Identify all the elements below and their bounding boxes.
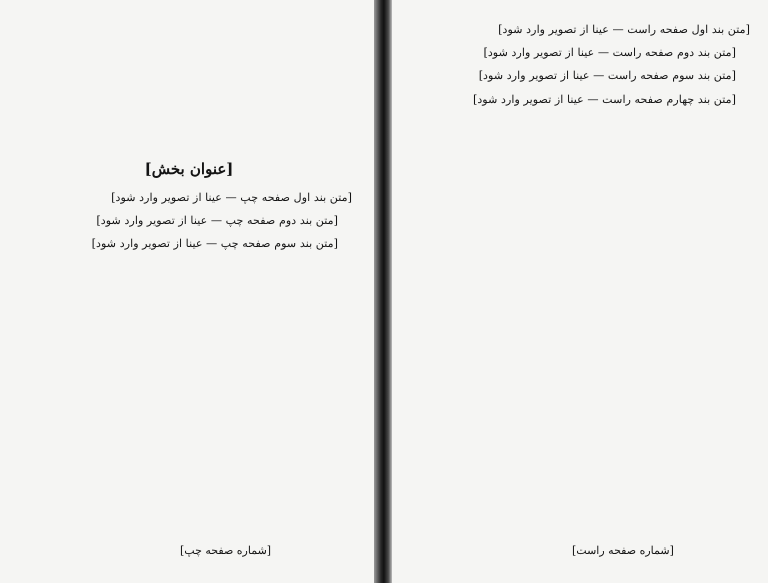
right-page-number: [شماره صفحه راست] [572,544,674,557]
right-paragraph-2: [متن بند دوم صفحه راست — عینا از تصویر وارد شود] [483,46,736,60]
right-paragraph-1: [متن بند اول صفحه راست — عینا از تصویر وارد شود] [498,23,750,36]
left-paragraph-2: [متن بند دوم صفحه چپ — عینا از تصویر وارد شود] [96,214,338,228]
right-paragraph-4: [متن بند چهارم صفحه راست — عینا از تصویر وارد شود] [472,92,736,106]
section-title: [عنوان بخش] [144,160,234,178]
book-gutter [374,0,392,583]
left-paragraph-3: [متن بند سوم صفحه چپ — عینا از تصویر وارد شود] [91,237,338,251]
right-page [392,0,768,583]
left-paragraph-1: [متن بند اول صفحه چپ — عینا از تصویر وارد شود] [111,191,352,204]
right-paragraph-3: [متن بند سوم صفحه راست — عینا از تصویر وارد شود] [478,69,736,83]
left-page [0,0,374,583]
left-page-number: [شماره صفحه چپ] [180,544,272,557]
